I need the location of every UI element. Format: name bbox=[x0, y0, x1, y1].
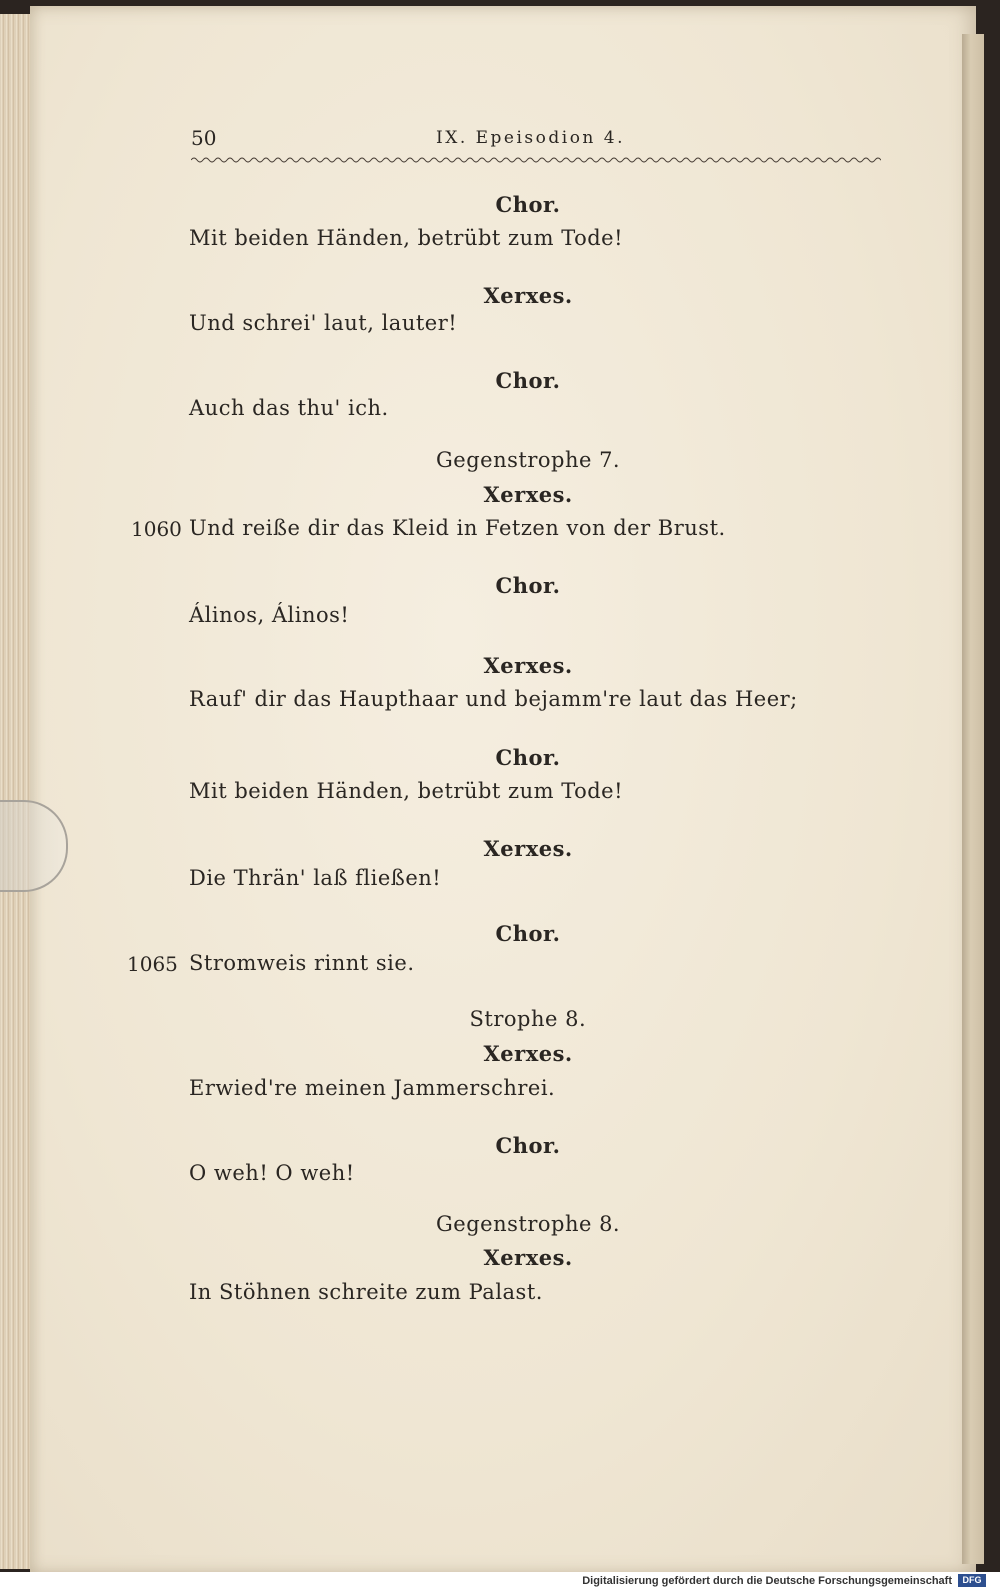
verse-line: Auch das thu' ich. bbox=[189, 396, 389, 420]
verse-line: Mit beiden Händen, betrübt zum Tode! bbox=[189, 226, 624, 250]
speaker-label: Xerxes. bbox=[483, 283, 573, 308]
line-number: 1060 bbox=[131, 517, 182, 541]
speaker-label: Chor. bbox=[495, 745, 561, 770]
speaker-label: Xerxes. bbox=[483, 836, 573, 861]
running-title: IX. Epeisodion 4. bbox=[436, 128, 626, 148]
verse-line: Stromweis rinnt sie. bbox=[189, 951, 415, 975]
speaker-label: Chor. bbox=[495, 1133, 561, 1158]
section-heading: Gegenstrophe 7. bbox=[436, 448, 621, 472]
verse-line: Mit beiden Händen, betrübt zum Tode! bbox=[189, 779, 624, 803]
verse-line: Und reiße dir das Kleid in Fetzen von der Brust. bbox=[189, 516, 726, 540]
speaker-label: Xerxes. bbox=[483, 653, 573, 678]
speaker-label: Xerxes. bbox=[483, 482, 573, 507]
verse-line: In Stöhnen schreite zum Palast. bbox=[189, 1280, 543, 1304]
speaker-label: Xerxes. bbox=[483, 1041, 573, 1066]
verse-line: O weh! O weh! bbox=[189, 1161, 355, 1185]
speaker-label: Chor. bbox=[495, 921, 561, 946]
speaker-label: Chor. bbox=[495, 368, 561, 393]
page-number: 50 bbox=[191, 126, 217, 150]
next-page-edge bbox=[962, 34, 984, 1564]
line-number: 1065 bbox=[127, 952, 178, 976]
dfg-logo: DFG bbox=[958, 1574, 986, 1587]
speaker-label: Chor. bbox=[495, 573, 561, 598]
section-heading: Gegenstrophe 8. bbox=[436, 1212, 621, 1236]
funding-credit: Digitalisierung gefördert durch die Deutsche Forschungsgemeinschaft bbox=[582, 1575, 952, 1587]
speaker-label: Chor. bbox=[495, 192, 561, 217]
speaker-label: Xerxes. bbox=[483, 1245, 573, 1270]
verse-line: Álinos, Álinos! bbox=[189, 603, 350, 627]
wavy-rule bbox=[191, 154, 881, 166]
verse-line: Die Thrän' laß fließen! bbox=[189, 866, 442, 890]
verse-line: Und schrei' laut, lauter! bbox=[189, 311, 458, 335]
verse-line: Rauf' dir das Haupthaar und bejamm're laut das Heer; bbox=[189, 687, 798, 711]
section-heading: Strophe 8. bbox=[469, 1007, 587, 1031]
verse-line: Erwied're meinen Jammerschrei. bbox=[189, 1076, 556, 1100]
